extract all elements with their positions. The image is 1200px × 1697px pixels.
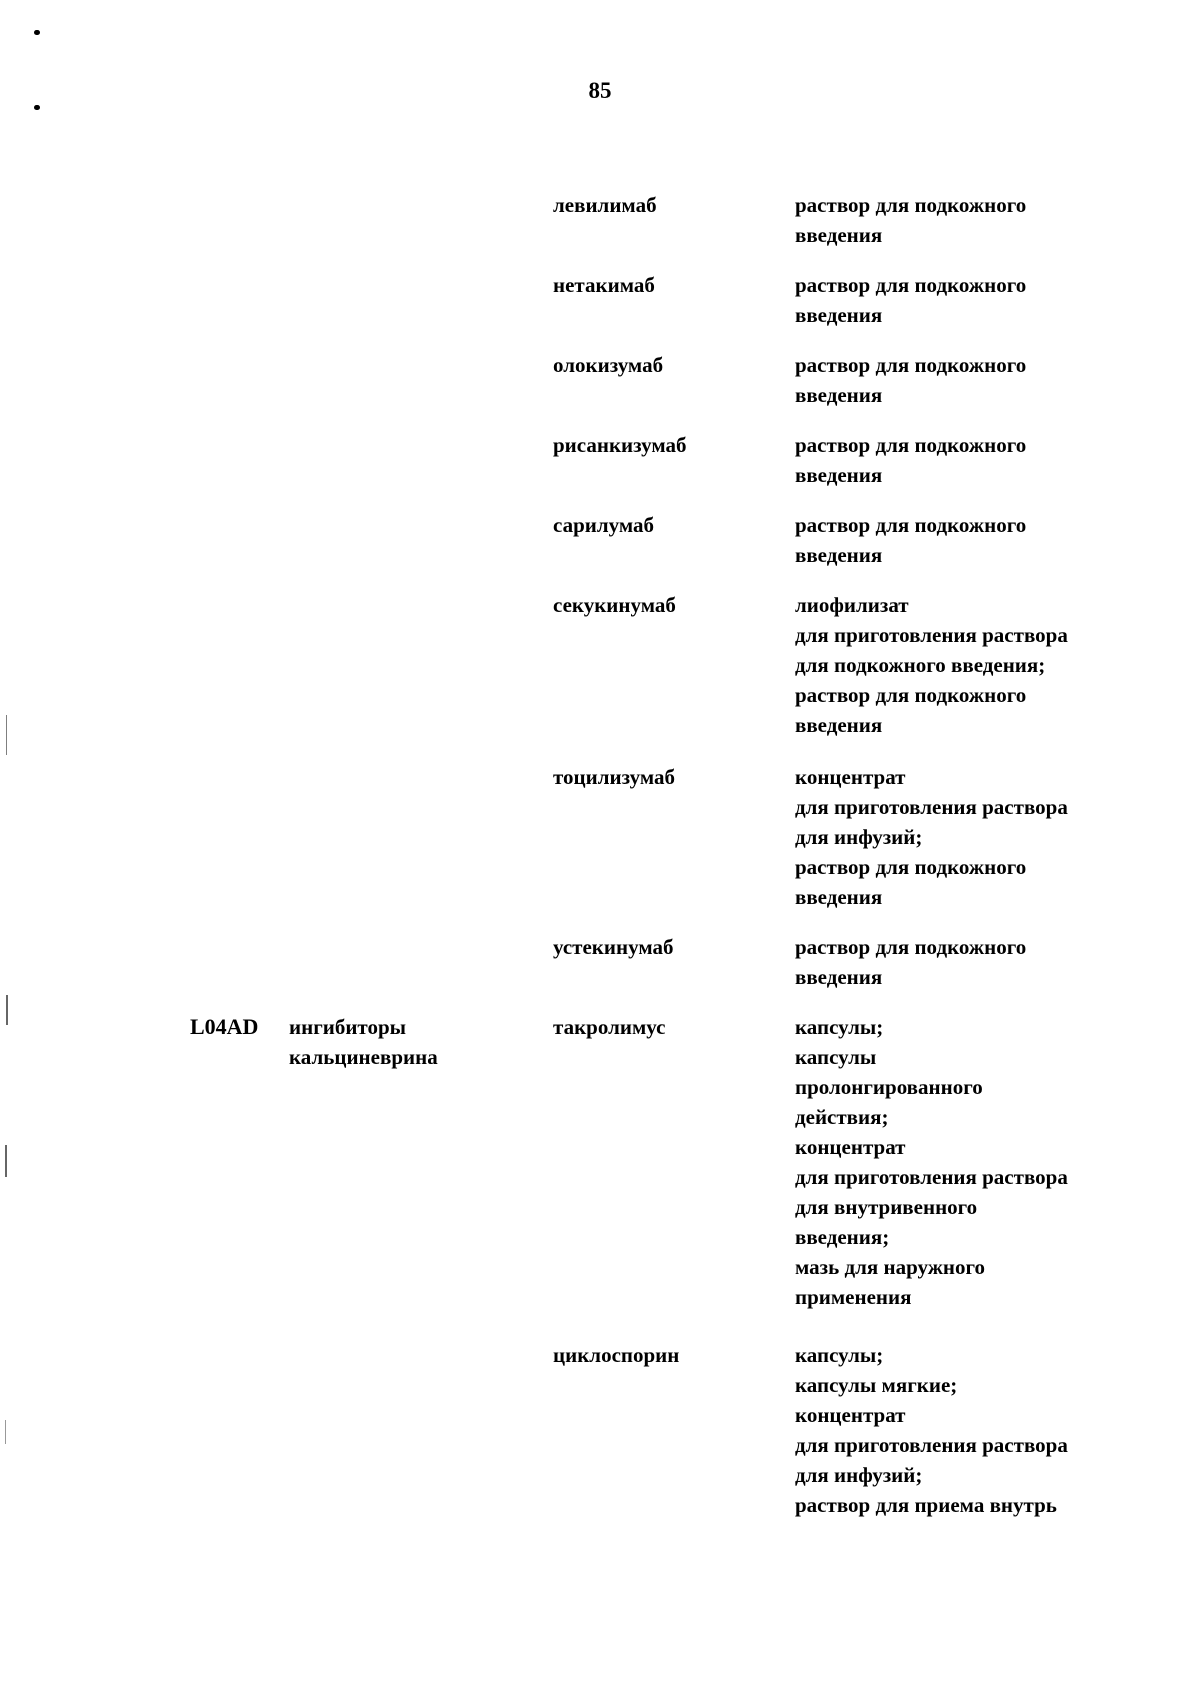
page-number: 85 (588, 78, 612, 103)
dosage-form-line: концентрат (795, 765, 906, 789)
dosage-form-line: введения (795, 713, 883, 737)
dosage-forms (795, 190, 1155, 250)
dosage-form-line: для подкожного введения; (795, 653, 1046, 677)
dosage-form-line: капсулы; (795, 1015, 884, 1039)
dosage-form-line: раствор для подкожного (795, 683, 1027, 707)
dosage-forms (795, 1012, 1155, 1312)
dosage-form-line: раствор для приема внутрь (795, 1493, 1057, 1517)
dosage-form-line: для приготовления раствора (795, 623, 1068, 647)
scan-mark (5, 1420, 6, 1444)
scan-mark (6, 995, 8, 1025)
dosage-forms (795, 1340, 1155, 1520)
drug-name: секукинумаб (553, 593, 676, 617)
dosage-form-line: для внутривенного (795, 1195, 978, 1219)
dosage-forms (795, 590, 1155, 740)
dosage-form-line: введения; (795, 1225, 890, 1249)
scan-mark (34, 105, 40, 110)
atc-code: L04AD (190, 1014, 259, 1039)
drug-name: сарилумаб (553, 513, 655, 537)
drug-group: ингибиторы кальциневрина (289, 1015, 438, 1069)
dosage-forms (795, 270, 1155, 330)
dosage-form-line: концентрат (795, 1403, 906, 1427)
drug-name: нетакимаб (553, 273, 655, 297)
dosage-form-line: для приготовления раствора (795, 1165, 1068, 1189)
scan-mark (5, 1145, 7, 1177)
drug-name: тоцилизумаб (553, 765, 676, 789)
dosage-form-line: введения (795, 965, 883, 989)
dosage-form-line: раствор для подкожного (795, 273, 1027, 297)
dosage-forms (795, 932, 1155, 992)
dosage-form-line: раствор для подкожного (795, 433, 1027, 457)
dosage-form-line: раствор для подкожного (795, 353, 1027, 377)
drug-name: левилимаб (553, 193, 657, 217)
dosage-form-line: капсулы (795, 1045, 877, 1069)
dosage-forms (795, 762, 1155, 912)
drug-name: рисанкизумаб (553, 433, 687, 457)
dosage-form-line: введения (795, 543, 883, 567)
dosage-form-line: лиофилизат (795, 593, 909, 617)
dosage-form-line: действия; (795, 1105, 889, 1129)
dosage-forms (795, 350, 1155, 410)
dosage-form-line: раствор для подкожного (795, 855, 1027, 879)
dosage-form-line: мазь для наружного (795, 1255, 986, 1279)
dosage-form-line: введения (795, 383, 883, 407)
dosage-form-line: раствор для подкожного (795, 513, 1027, 537)
dosage-form-line: введения (795, 885, 883, 909)
dosage-form-line: применения (795, 1285, 912, 1309)
scan-mark (34, 30, 40, 35)
dosage-forms (795, 430, 1155, 490)
dosage-form-line: пролонгированного (795, 1075, 983, 1099)
drug-name: такролимус (553, 1015, 666, 1039)
dosage-form-line: введения (795, 223, 883, 247)
dosage-form-line: для инфузий; (795, 1463, 923, 1487)
dosage-form-line: раствор для подкожного (795, 935, 1027, 959)
dosage-form-line: для инфузий; (795, 825, 923, 849)
dosage-form-line: для приготовления раствора (795, 795, 1068, 819)
scan-mark (6, 715, 7, 755)
drug-name: циклоспорин (553, 1343, 680, 1367)
dosage-form-line: введения (795, 463, 883, 487)
dosage-form-line: раствор для подкожного (795, 193, 1027, 217)
dosage-form-line: концентрат (795, 1135, 906, 1159)
drug-name: олокизумаб (553, 353, 664, 377)
dosage-form-line: капсулы мягкие; (795, 1373, 958, 1397)
dosage-form-line: введения (795, 303, 883, 327)
drug-name: устекинумаб (553, 935, 674, 959)
dosage-form-line: капсулы; (795, 1343, 884, 1367)
dosage-forms (795, 510, 1155, 570)
dosage-form-line: для приготовления раствора (795, 1433, 1068, 1457)
